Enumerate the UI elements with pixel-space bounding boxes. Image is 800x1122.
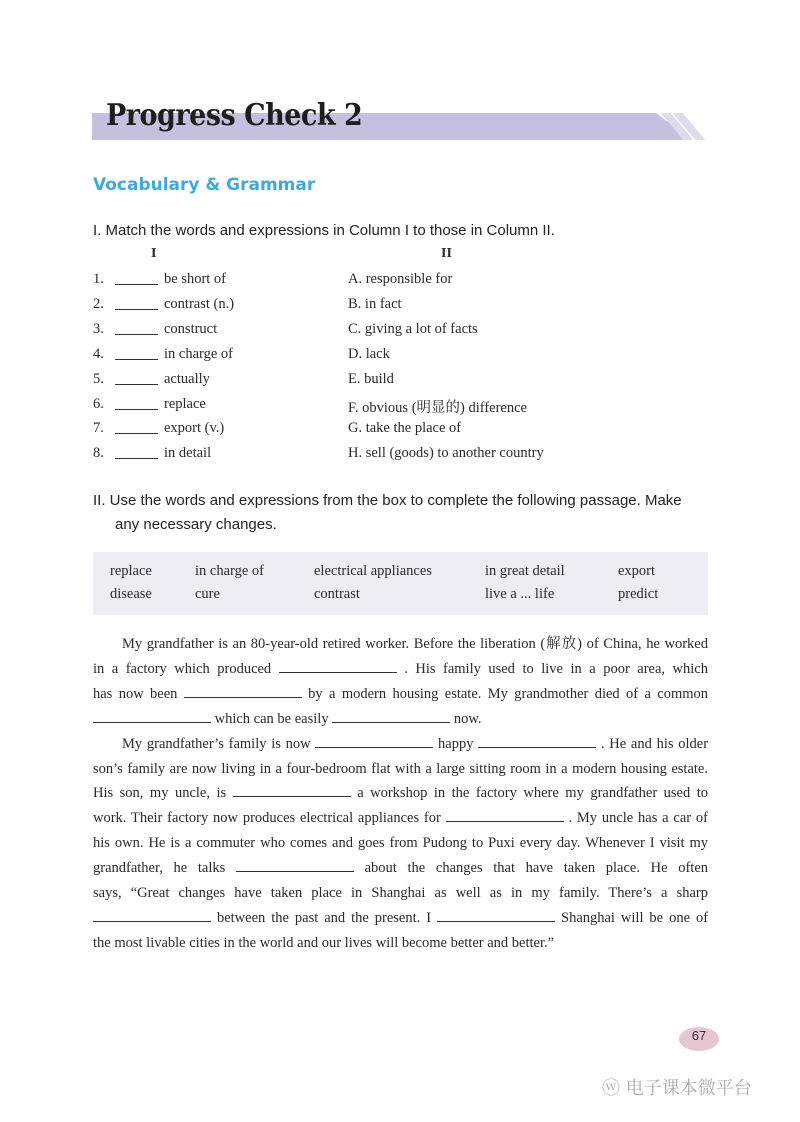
match-row [93, 396, 713, 416]
passage-text: My grandfather is an 80-year-old retired worker. Before the liberation (解放) of China, he worked [122, 636, 708, 652]
item-number: 8. [93, 445, 104, 462]
part2-instruction-cont: any necessary changes. [115, 516, 277, 533]
passage-text: . He and his older [600, 735, 709, 752]
column-2-item: C. giving a lot of facts [348, 320, 478, 337]
answer-blank [115, 284, 158, 285]
passage-line [93, 933, 708, 953]
item-number: 5. [93, 370, 104, 387]
page-title: Progress Check 2 [106, 98, 363, 133]
watermark [602, 1074, 752, 1100]
column-2-item: D. lack [348, 345, 390, 362]
passage-text: His son, my uncle, is [93, 785, 227, 802]
passage-text: in a factory which produced [93, 660, 272, 677]
column-1-item: actually [164, 370, 210, 387]
box-word: electrical appliances [314, 563, 432, 579]
passage-line [93, 858, 708, 878]
passage-line [122, 634, 708, 654]
column-1-item: replace [164, 395, 206, 412]
passage-text: the most livable cities in the world and our lives will become better and better.” [93, 934, 555, 951]
match-row [93, 420, 713, 440]
column-1-item: in charge of [164, 345, 233, 362]
box-word: cure [195, 586, 220, 602]
column-1-item: in detail [164, 445, 212, 462]
column-2-item: B. in fact [348, 295, 402, 312]
match-row [93, 321, 713, 341]
box-word: replace [110, 563, 152, 579]
passage-line [93, 808, 708, 828]
box-word: disease [110, 586, 152, 602]
passage-text: happy [438, 735, 474, 752]
passage-text: . My uncle has a car of [568, 810, 708, 827]
passage-text: work. Their factory now produces electrical appliances for [93, 810, 441, 827]
passage-text: My grandfather’s family is now [122, 735, 311, 752]
fill-in-blank [437, 908, 555, 922]
item-number: 3. [93, 320, 104, 337]
box-word: contrast [314, 586, 360, 602]
column-1-item: contrast (n.) [164, 295, 235, 312]
passage-text: has now been [93, 685, 178, 702]
fill-in-blank [332, 709, 450, 723]
wechat-icon: ⓦ [602, 1078, 626, 1099]
part1-instruction: I. Match the words and expressions in Column I to those in Column II. [93, 222, 555, 239]
answer-blank [115, 359, 158, 360]
passage-line [122, 734, 708, 754]
fill-in-blank [478, 734, 596, 748]
box-word: predict [618, 586, 659, 602]
passage-line [93, 908, 708, 928]
passage-text: says, “Great changes have taken place in Shanghai as well as in my family. There’s a sharp [93, 885, 708, 901]
fill-in-blank [236, 858, 354, 872]
passage-text: a workshop in the factory where my grandfather used to [357, 785, 709, 802]
passage-text: which can be easily [214, 710, 329, 727]
passage-text: between the past and the present. I [216, 909, 432, 926]
part2-instruction: II. Use the words and expressions from the box to complete the following passage. Make [93, 492, 682, 509]
answer-blank [115, 384, 158, 385]
column-2-item: F. obvious (明显的) difference [348, 399, 527, 416]
column-1-item: construct [164, 320, 218, 337]
column-2-item: E. build [348, 370, 394, 387]
item-number: 6. [93, 395, 104, 412]
watermark-text: 电子课本微平台 [625, 1078, 752, 1099]
box-word: live a ... life [485, 586, 555, 602]
column-2-header: II [441, 246, 452, 261]
column-2-item: H. sell (goods) to another country [348, 445, 544, 462]
answer-blank [115, 458, 158, 459]
passage-line [93, 684, 708, 704]
match-row [93, 371, 713, 391]
answer-blank [115, 309, 158, 310]
item-number: 1. [93, 271, 104, 287]
fill-in-blank [233, 783, 351, 797]
passage-line [93, 709, 708, 729]
match-row [93, 445, 713, 465]
fill-in-blank [93, 908, 211, 922]
section-heading: Vocabulary & Grammar [93, 175, 316, 195]
box-word: in great detail [485, 563, 565, 579]
passage-text: about the changes that have taken place. He often [364, 860, 709, 877]
box-word: in charge of [195, 563, 264, 579]
fill-in-blank [93, 709, 211, 723]
passage-line [93, 659, 708, 679]
answer-blank [115, 334, 158, 335]
column-1-item: be short of [164, 271, 227, 287]
word-box [93, 552, 708, 615]
passage-line [93, 833, 708, 853]
passage-line [93, 883, 708, 903]
fill-in-blank [279, 659, 397, 673]
item-number: 4. [93, 345, 104, 362]
match-row [93, 346, 713, 366]
column-1-item: export (v.) [164, 420, 225, 437]
item-number: 7. [93, 420, 104, 437]
passage-line [93, 759, 708, 779]
passage-text: grandfather, he talks [93, 860, 226, 877]
match-row [93, 271, 713, 291]
box-word: export [618, 563, 656, 579]
answer-blank [115, 433, 158, 434]
match-row [93, 296, 713, 316]
fill-in-blank [446, 808, 564, 822]
passage-text: son’s family are now living in a four-bedroom flat with a large sitting room in a modern housing estate. [93, 760, 708, 777]
fill-in-blank [184, 684, 302, 698]
passage-text: Shanghai will be one of [561, 909, 709, 926]
page-number: 67 [679, 1027, 719, 1051]
item-number: 2. [93, 295, 104, 312]
column-1-header: I [151, 246, 157, 261]
passage-text: . His family used to live in a poor area, which [404, 660, 708, 677]
passage-text: now. [453, 710, 482, 727]
fill-in-blank [315, 734, 433, 748]
passage-text: by a modern housing estate. My grandmother died of a common [308, 685, 709, 702]
passage-text: his own. He is a commuter who comes and goes from Pudong to Puxi every day. Whenever I visit my [93, 835, 708, 852]
passage-line [93, 783, 708, 803]
answer-blank [115, 409, 158, 410]
column-2-item: G. take the place of [348, 420, 462, 437]
column-2-item: A. responsible for [348, 271, 453, 287]
